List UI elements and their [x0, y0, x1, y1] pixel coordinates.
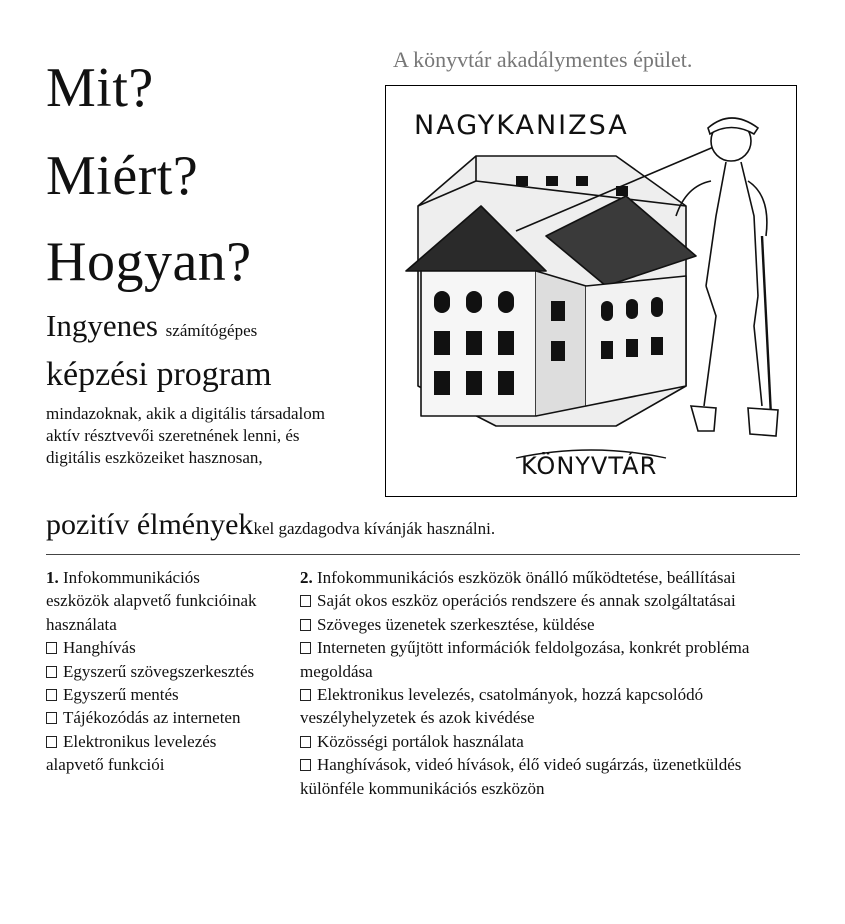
training-program-line: képzési program — [46, 356, 272, 393]
accessibility-caption: A könyvtár akadálymentes épület. — [393, 47, 693, 72]
list-item: Hanghívás — [46, 636, 266, 659]
section-divider — [46, 554, 800, 555]
checkbox-icon — [300, 595, 311, 607]
library-illustration — [385, 85, 797, 497]
free-word: Ingyenes — [46, 308, 158, 343]
list-item: Egyszerű mentés — [46, 683, 266, 706]
checkbox-icon — [300, 619, 311, 631]
list-item: Hanghívások, videó hívások, élő videó sugárzás, üzenetküldés különféle kommunikációs eszközön — [300, 755, 742, 798]
computer-word: számítógépes — [165, 321, 258, 340]
list-item: Tájékozódás az interneten — [46, 706, 266, 729]
library-drawing — [386, 86, 795, 495]
checkbox-icon — [300, 642, 311, 654]
list-item: Elektronikus levelezés alapvető funkciói — [46, 731, 217, 775]
section-2 — [300, 566, 800, 800]
section-1-heading — [46, 566, 266, 636]
section-1-title: Infokommunikációs eszközök alapvető funkcióinak használata — [46, 568, 257, 634]
section-2-title: Infokommunikációs eszközök önálló működtetése, beállításai — [317, 568, 736, 587]
checkbox-icon — [46, 666, 57, 678]
positive-line — [46, 510, 495, 540]
list-item: Saját okos eszköz operációs rendszere és annak szolgáltatásai — [300, 589, 800, 612]
checkbox-icon — [46, 736, 57, 748]
list-item: Közösségi portálok használata — [300, 730, 800, 753]
section-2-number: 2. — [300, 568, 313, 587]
section-1-number: 1. — [46, 568, 59, 587]
positive-rest: kel gazdagodva kívánják használni. — [253, 519, 496, 538]
list-item: Egyszerű szövegszerkesztés — [46, 660, 266, 683]
section-2-heading — [300, 566, 800, 589]
list-item: Interneten gyűjtött információk feldolgozása, konkrét probléma megoldása — [300, 638, 750, 681]
illustration-top-text: NAGYKANIZSA — [414, 110, 629, 141]
checkbox-icon — [300, 689, 311, 701]
section-1 — [46, 566, 266, 777]
headline-how: Hogyan? — [46, 231, 252, 293]
checkbox-icon — [300, 736, 311, 748]
positive-word: pozitív élmények — [46, 508, 254, 541]
headline-what: Mit? — [46, 57, 154, 119]
checkbox-icon — [46, 689, 57, 701]
checkbox-icon — [300, 759, 311, 771]
checkbox-icon — [46, 712, 57, 724]
illustration-bottom-text: KÖNYVTÁR — [521, 452, 658, 480]
free-line — [46, 310, 257, 341]
intro-text: mindazoknak, akik a digitális társadalom aktív résztvevői szeretnének lenni, és digitális eszközeiket hasznosan, — [46, 404, 326, 467]
checkbox-icon — [46, 642, 57, 654]
headline-why: Miért? — [46, 145, 199, 207]
list-item: Szöveges üzenetek szerkesztése, küldése — [300, 613, 800, 636]
list-item: Elektronikus levelezés, csatolmányok, hozzá kapcsolódó veszélyhelyzetek és azok kivédése — [300, 685, 704, 728]
